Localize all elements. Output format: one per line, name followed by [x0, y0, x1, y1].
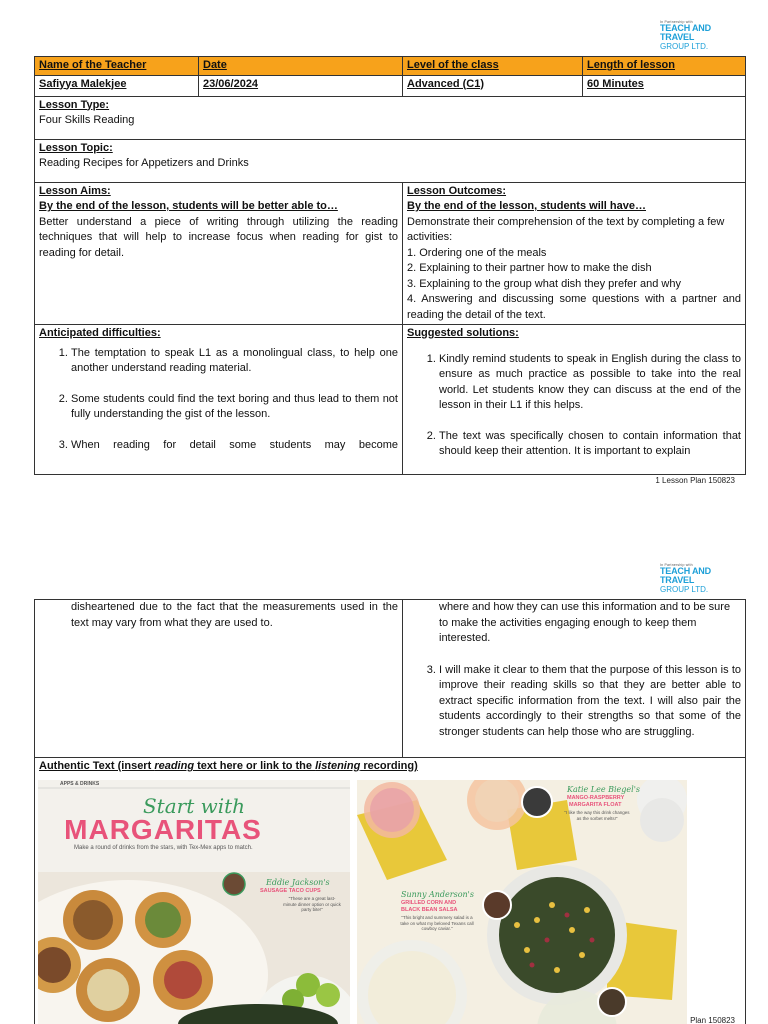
authentic-text-label: Authentic Text (insert reading text here or link to the listening recording) — [39, 760, 418, 772]
eddie-name: Eddie Jackson's — [266, 878, 330, 887]
difficulties-cell — [35, 325, 403, 475]
solutions-cell — [403, 325, 746, 475]
page-footer: 1 Lesson Plan 150823 — [655, 476, 735, 485]
lesson-type-value: Four Skills Reading — [39, 114, 135, 126]
difficulty-item: 2. Some students could find the text boring and thus lead to them not fully understanding the gist of the lesson. — [71, 392, 398, 423]
sunny-dish-2: BLACK BEAN SALSA — [401, 907, 458, 913]
header-level: Level of the class — [403, 57, 583, 76]
katie-name: Katie Lee Biegel's — [567, 785, 641, 794]
magazine-title: MARGARITAS — [64, 814, 262, 845]
lesson-topic-value: Reading Recipes for Appetizers and Drinks — [39, 157, 249, 169]
magazine-subtitle: Make a round of drinks from the stars, with Tex-Mex apps to match. — [74, 845, 253, 851]
outcomes-label: Lesson Outcomes: — [407, 184, 507, 197]
page-footer: Plan 150823 — [690, 1016, 735, 1024]
logo-partner-text: In Partnership with — [660, 20, 693, 24]
outcomes-intro: Demonstrate their comprehension of the text by completing a few activities: — [407, 215, 725, 243]
outcome-item: 3. Explaining to the group what dish they prefer and why — [407, 277, 681, 290]
solution-continued: where and how they can use this information and to be sure to make the activities engaging enough to keep them interested. — [439, 601, 731, 644]
header-length: Length of lesson — [583, 57, 746, 76]
logo-partner-text: In Partnership with — [660, 563, 693, 567]
magazine-page-right — [357, 780, 687, 1024]
difficulties-label: Anticipated difficulties: — [39, 327, 161, 339]
difficulties-cont-cell — [35, 600, 403, 758]
eddie-dish: SAUSAGE TACO CUPS — [260, 888, 321, 894]
lesson-topic-label: Lesson Topic: — [39, 141, 113, 154]
logo — [660, 563, 740, 594]
solutions-label: Suggested solutions: — [407, 327, 519, 339]
header-teacher: Name of the Teacher — [35, 57, 199, 76]
katie-dish: MANGO-RASPBERRY — [567, 795, 625, 801]
katie-dish-2: MARGARITA FLOAT — [569, 802, 622, 808]
solutions-cont-cell — [403, 600, 746, 758]
outcome-item: 2. Explaining to their partner how to make the dish — [407, 262, 652, 274]
logo-name: TEACH AND TRAVEL — [660, 566, 711, 585]
magazine-title-script: Start with — [142, 794, 246, 818]
outcome-item: 1. Ordering one of the meals — [407, 246, 547, 259]
value-date: 23/06/2024 — [199, 75, 403, 96]
logo-name-2: GROUP LTD. — [660, 42, 709, 51]
aims-label: Lesson Aims: — [39, 184, 111, 197]
outcomes-cell — [403, 182, 746, 325]
solution-item: 1. Kindly remind students to speak in English during the class to ensure as much practice as possible to take into the real world. Let students know they can discuss at the end of the lesson in their L1 if this helps. — [439, 352, 741, 414]
aims-subtitle: By the end of the lesson, students will be better able to… — [39, 200, 338, 212]
aims-text: Better understand a piece of writing through utilizing the reading techniques that will help to increase focus when reading for gist to reading for detail. — [39, 215, 398, 259]
magazine-page-left — [38, 780, 350, 1024]
value-length: 60 Minutes — [583, 75, 746, 96]
difficulty-item: 1. The temptation to speak L1 as a monolingual class, to help one another understand reading material. — [71, 346, 398, 377]
logo-name-2: GROUP LTD. — [660, 585, 709, 594]
logo — [660, 20, 740, 51]
sunny-dish: GRILLED CORN AND — [401, 900, 457, 906]
eddie-quote: "These are a great last-minute dinner option or quick party bite!" — [283, 896, 341, 912]
sunny-quote: "This bright and summery salad is a take on what my beloved Texans call cowboy caviar." — [400, 915, 474, 931]
outcomes-subtitle: By the end of the lesson, students will have… — [407, 200, 646, 212]
magazine-section: APPS & DRINKS — [60, 781, 100, 787]
difficulty-item: 3. When reading for detail some students may become — [71, 438, 398, 454]
lesson-type-cell — [35, 96, 746, 139]
lesson-plan-table — [34, 56, 746, 475]
lesson-topic-cell — [35, 139, 746, 182]
value-teacher: Safiyya Malekjee — [35, 75, 199, 96]
lesson-type-label: Lesson Type: — [39, 98, 110, 111]
katie-quote: "I like the way this drink changes as the sorbet melts!" — [564, 810, 630, 821]
sunny-name: Sunny Anderson's — [401, 890, 474, 899]
solution-item: 2. The text was specifically chosen to contain information that should keep their attention. It is important to explain — [439, 429, 741, 460]
solution-item: 3. I will make it clear to them that the purpose of this lesson is to improve their reading skills so that they are better able to extract specific information from the text. I will also pair the students accordingly to their strengths so that some of the stronger students can help those who are struggling. — [439, 663, 741, 741]
difficulty-continued: disheartened due to the fact that the measurements used in the text may vary from what they are used to. — [71, 601, 398, 629]
logo-name: TEACH AND TRAVEL — [660, 23, 711, 42]
outcome-item: 4. Answering and discussing some questions with a partner and reading the detail of the text. — [407, 293, 741, 321]
aims-cell — [35, 182, 403, 325]
value-level: Advanced (C1) — [403, 75, 583, 96]
header-date: Date — [199, 57, 403, 76]
